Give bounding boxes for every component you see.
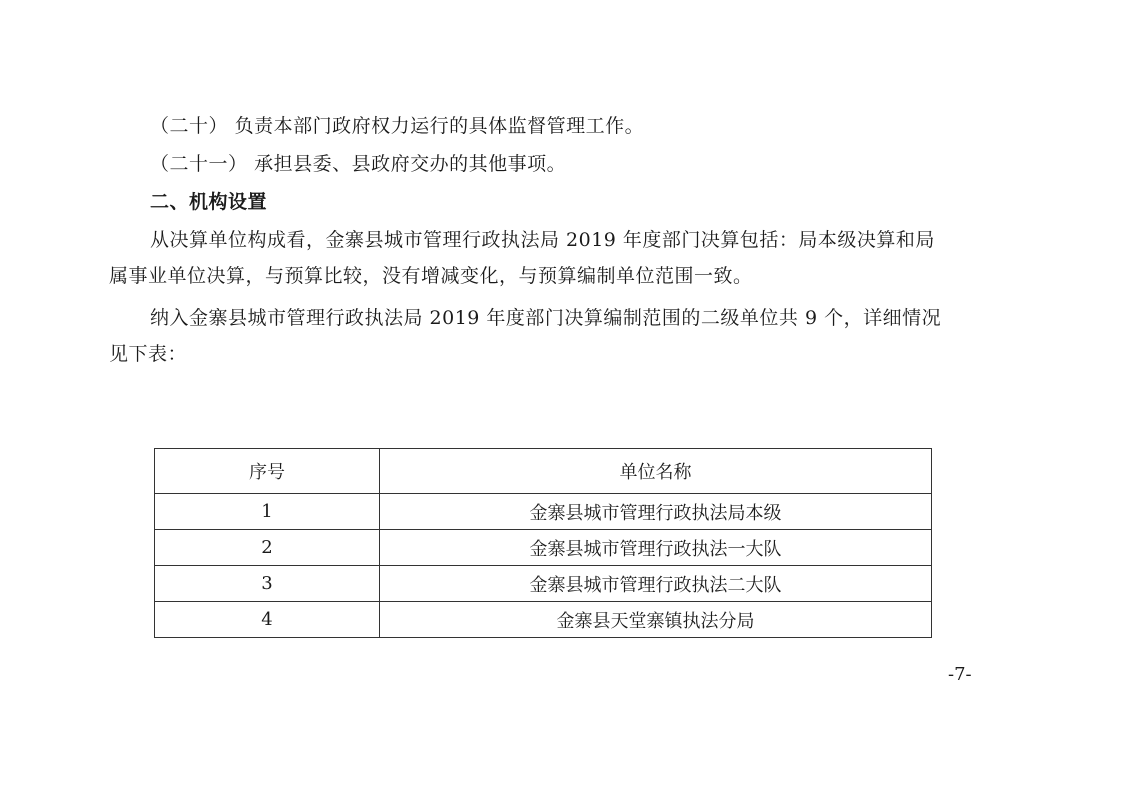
list-item-number: （二十一）	[150, 153, 248, 175]
paragraph-2-line-1: 纳入金寨县城市管理行政执法局 2019 年度部门决算编制范围的二级单位共 9 个，详细情况	[150, 307, 942, 329]
list-item-21	[150, 152, 566, 176]
cell-seq: 1	[155, 494, 380, 530]
cell-unit-name: 金寨县天堂寨镇执法分局	[380, 602, 932, 638]
table-row	[155, 530, 932, 566]
section-heading: 二、机构设置	[150, 191, 268, 213]
cell-unit-name: 金寨县城市管理行政执法二大队	[380, 566, 932, 602]
table-header-row	[155, 449, 932, 494]
table-row	[155, 602, 932, 638]
units-table	[154, 448, 932, 638]
list-item-20	[150, 114, 644, 138]
cell-seq: 3	[155, 566, 380, 602]
paragraph-2-line-2: 见下表：	[109, 343, 188, 365]
header-unit-name: 单位名称	[380, 449, 932, 494]
list-item-text: 承担县委、县政府交办的其他事项。	[254, 153, 567, 175]
paragraph-1-line-1: 从决算单位构成看，金寨县城市管理行政执法局 2019 年度部门决算包括：局本级决算和局	[150, 229, 935, 251]
table-row	[155, 494, 932, 530]
cell-unit-name: 金寨县城市管理行政执法局本级	[380, 494, 932, 530]
page-number: -7-	[948, 664, 972, 685]
header-seq: 序号	[155, 449, 380, 494]
list-item-text: 负责本部门政府权力运行的具体监督管理工作。	[234, 115, 645, 137]
paragraph-1-line-2: 属事业单位决算，与预算比较，没有增减变化，与预算编制单位范围一致。	[109, 265, 753, 287]
cell-seq: 2	[155, 530, 380, 566]
cell-seq: 4	[155, 602, 380, 638]
cell-unit-name: 金寨县城市管理行政执法一大队	[380, 530, 932, 566]
table-row	[155, 566, 932, 602]
list-item-number: （二十）	[150, 115, 229, 137]
